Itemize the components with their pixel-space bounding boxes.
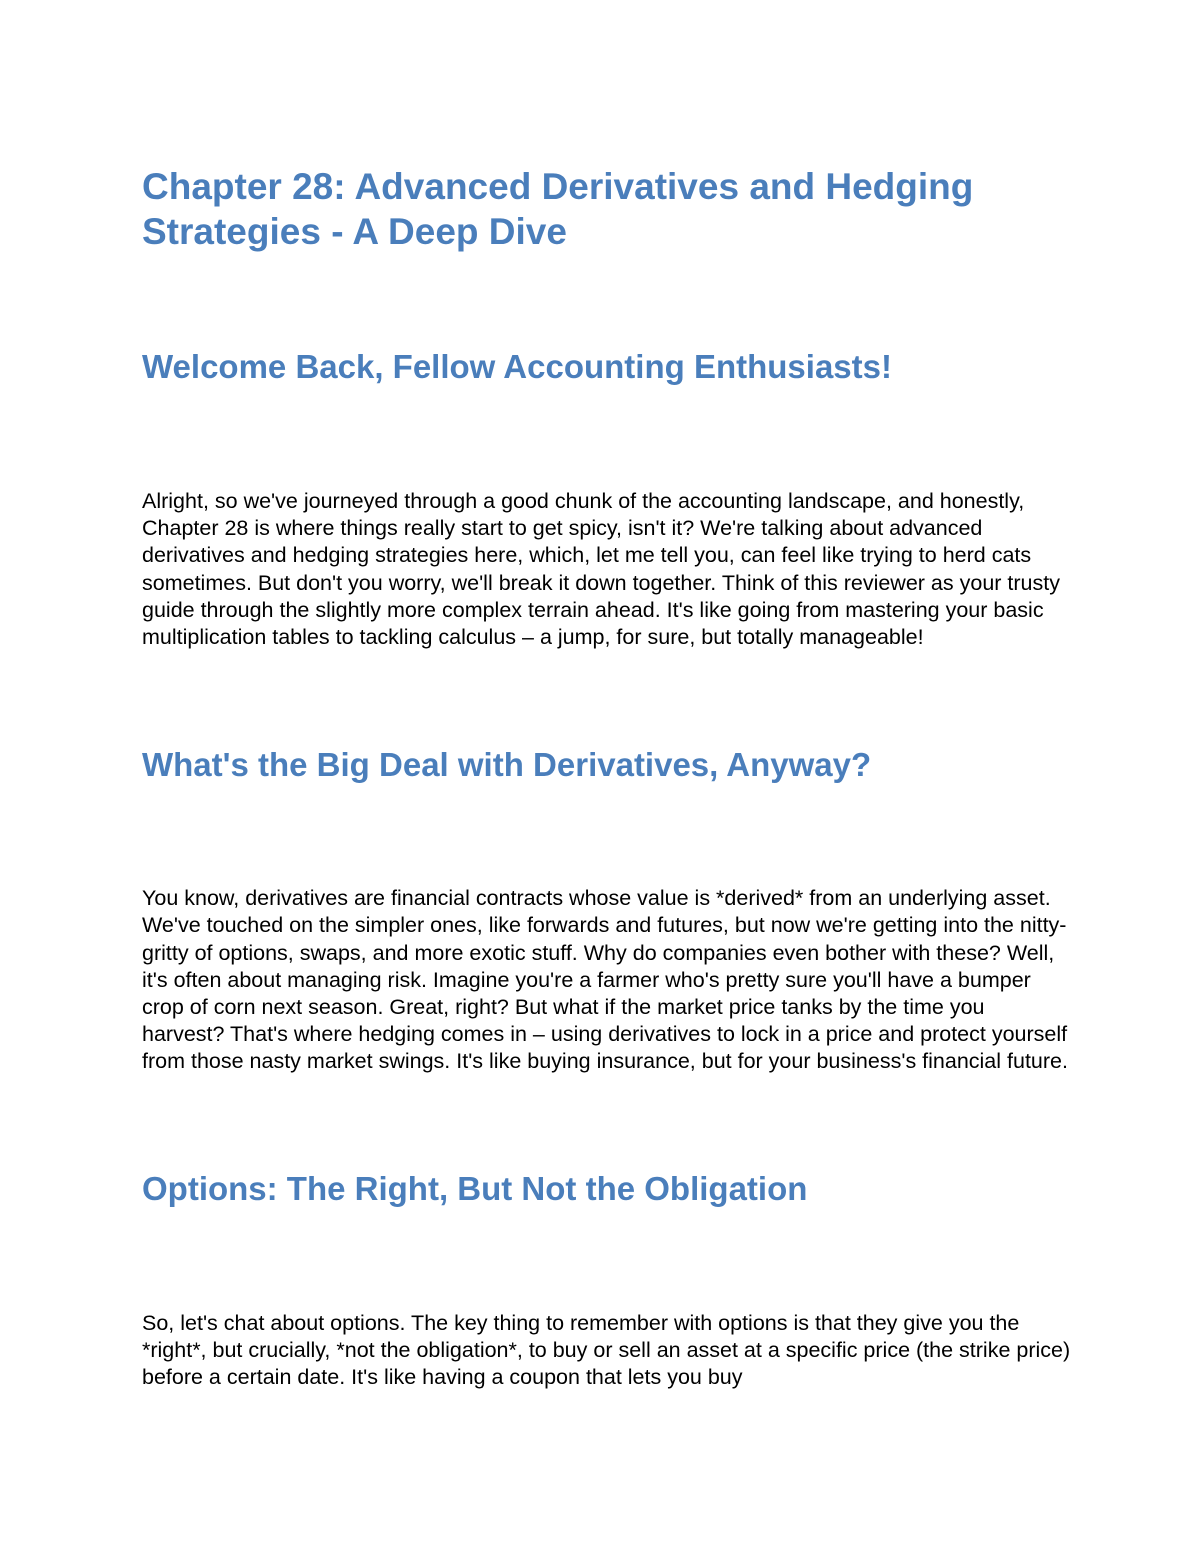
document-content bbox=[142, 160, 1072, 1391]
section-heading-options: Options: The Right, But Not the Obligation bbox=[142, 1169, 808, 1207]
section-heading-derivatives: What's the Big Deal with Derivatives, Anyway? bbox=[142, 746, 872, 784]
section-heading-welcome: Welcome Back, Fellow Accounting Enthusiasts! bbox=[142, 348, 892, 385]
chapter-title: Chapter 28: Advanced Derivatives and Hedging Strategies - A Deep Dive bbox=[142, 166, 974, 252]
section-body-welcome: Alright, so we've journeyed through a good chunk of the accounting landscape, and honestly, Chapter 28 is where things really start to get spicy, isn't it? We're talking about advanced derivatives and hedging strategies here, which, let me tell you, can feel like trying to herd cats sometimes. But don't you worry, we'll break it down together. Think of this reviewer as your trusty guide through the slightly more complex terrain ahead. It's like going from mastering your basic multiplication tables to tackling calculus – a jump, for sure, but totally manageable! bbox=[142, 489, 1060, 650]
section-body-derivatives: You know, derivatives are financial contracts whose value is *derived* from an underlying asset. We've touched on the simpler ones, like forwards and futures, but now we're getting into the nitty-gritty of options, swaps, and more exotic stuff. Why do companies even bother with these? Well, it's often about managing risk. Imagine you're a farmer who's pretty sure you'll have a bumper crop of corn next season. Great, right? But what if the market price tanks by the time you harvest? That's where hedging comes in – using derivatives to lock in a price and protect yourself from those nasty market swings. It's like buying insurance, but for your business's financial future. bbox=[142, 886, 1068, 1074]
section-body-options: So, let's chat about options. The key thing to remember with options is that they give you the *right*, but crucially, *not the obligation*, to buy or sell an asset at a specific price (the strike price) before a certain date. It's like having a coupon that lets you buy bbox=[142, 1310, 1071, 1390]
